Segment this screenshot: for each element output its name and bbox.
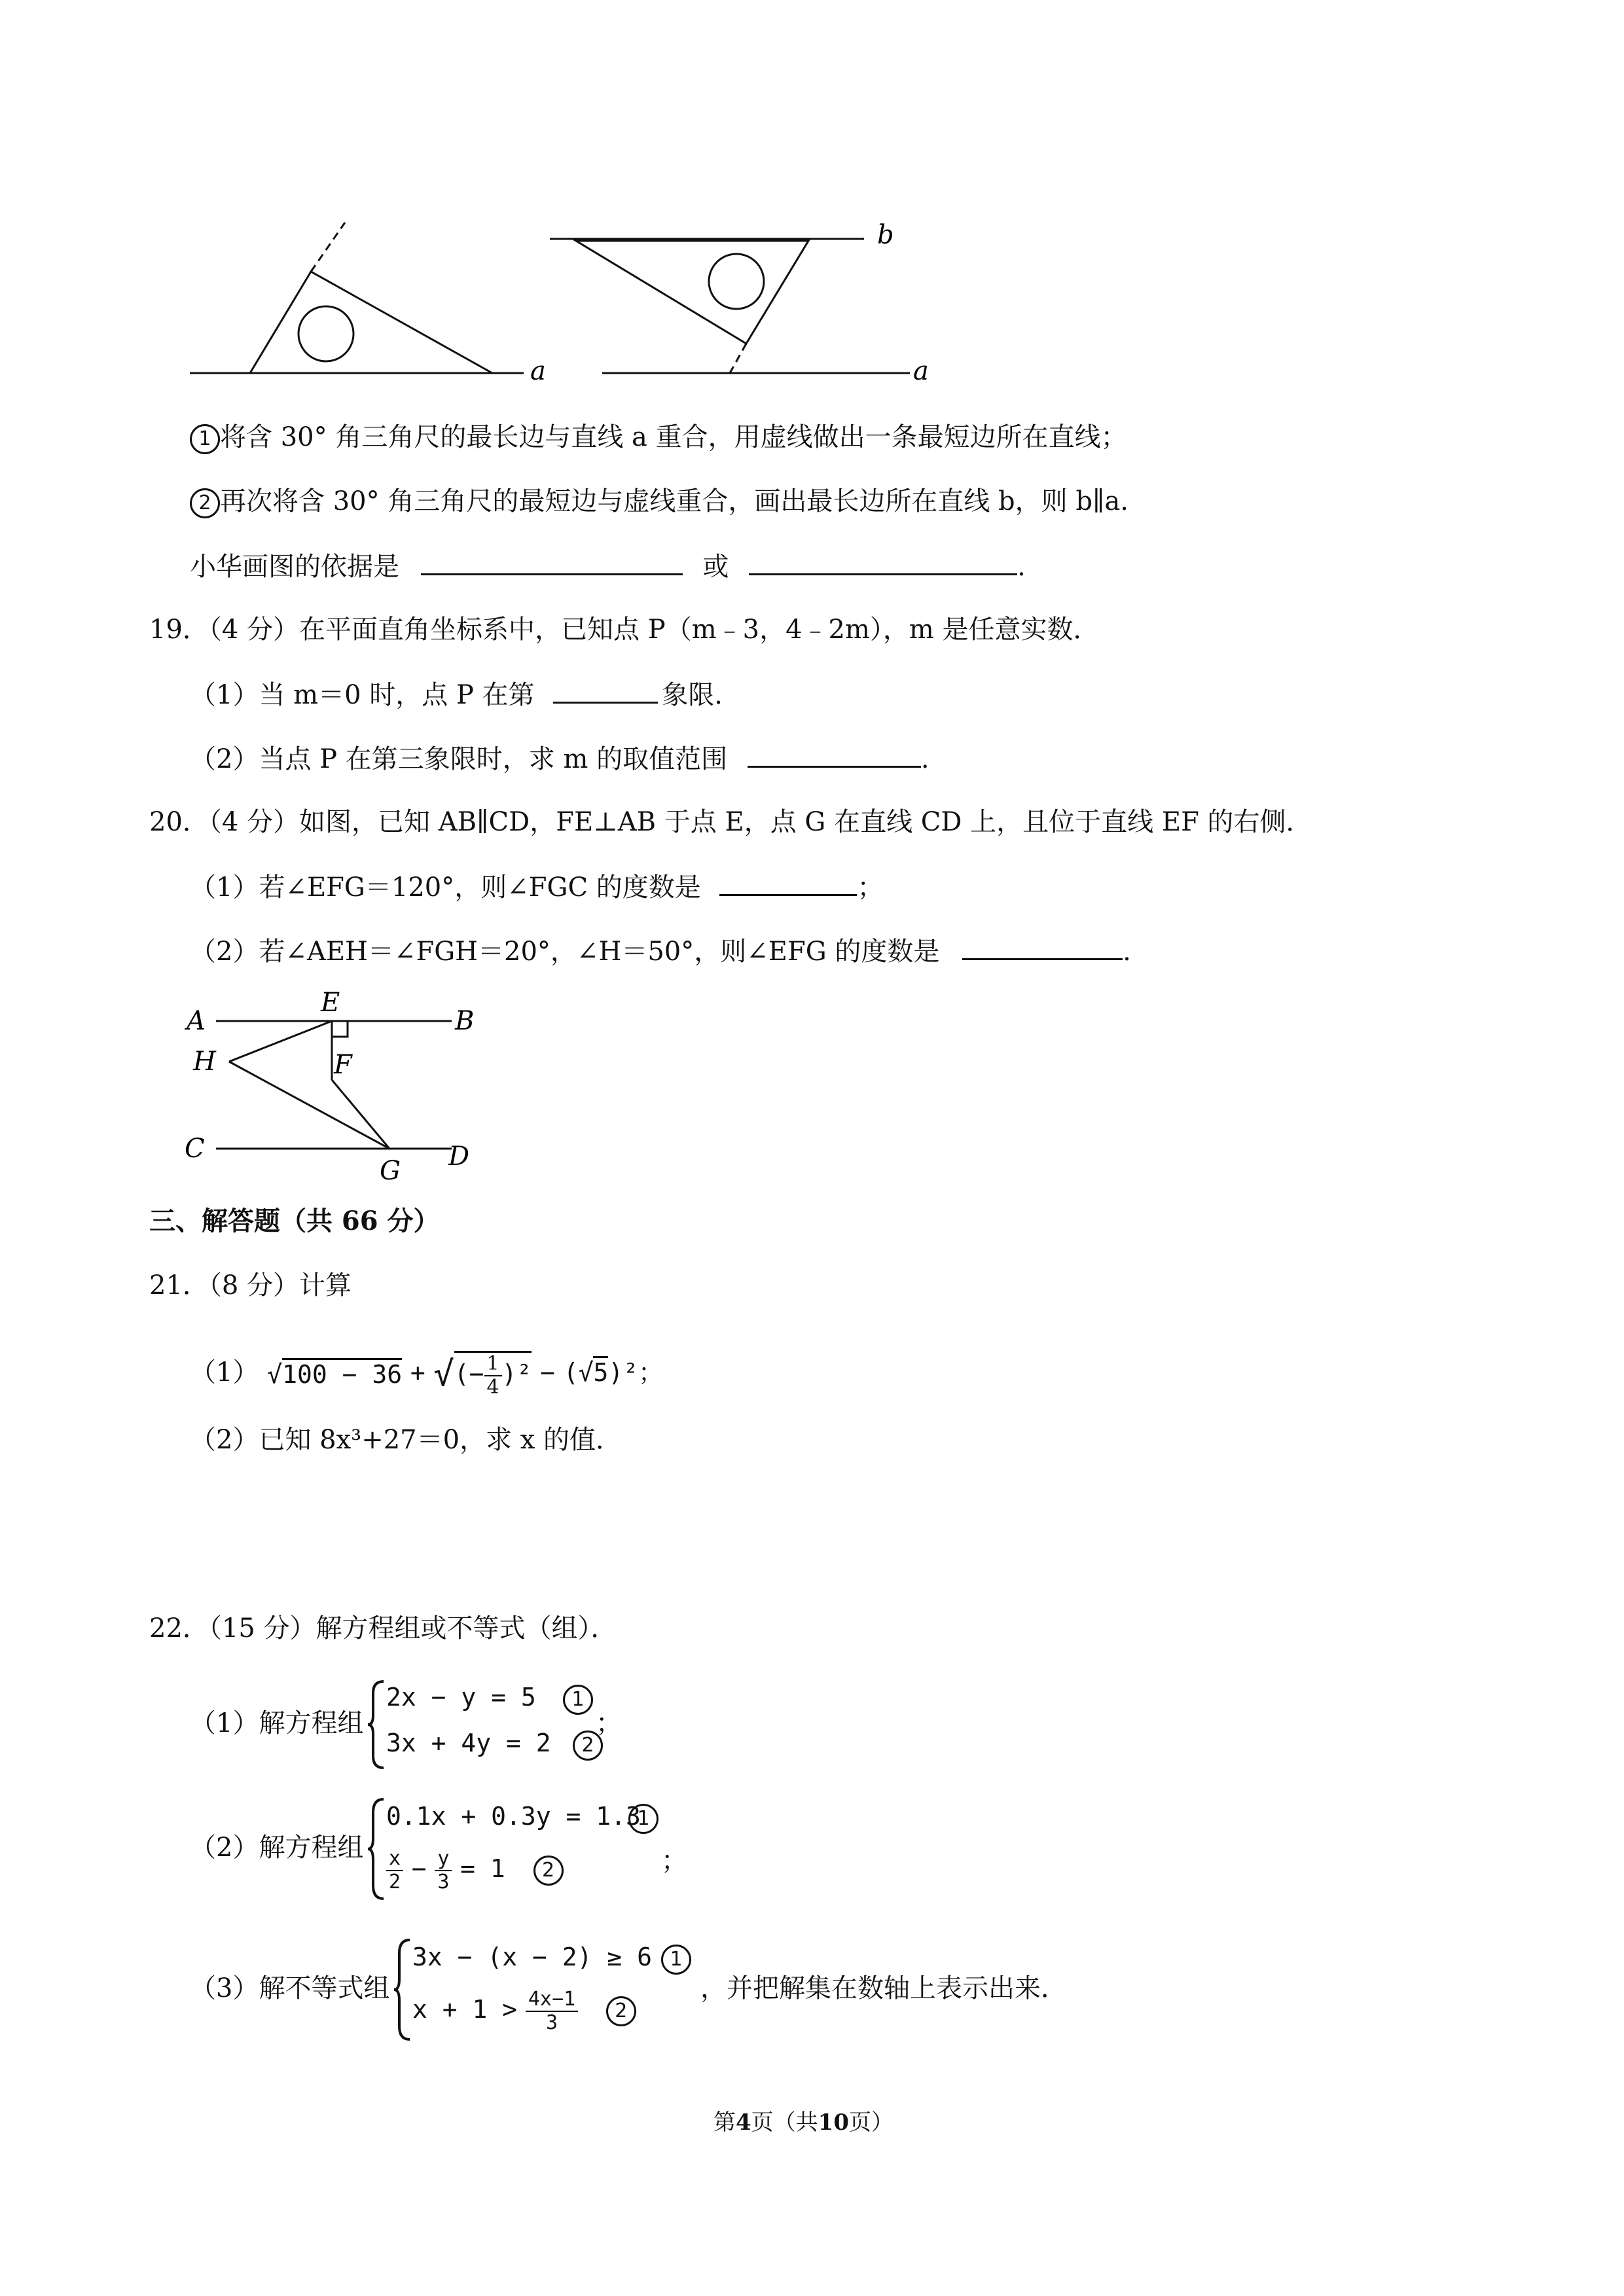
segment-fg xyxy=(332,1080,389,1149)
section-3-heading: 三、解答题（共 66 分） xyxy=(149,1206,440,1236)
frac-4x-den: 3 xyxy=(545,2011,558,2034)
sqrt-radicand-1: 100 − 36 xyxy=(282,1358,402,1389)
q18-basis-end: . xyxy=(1017,552,1026,582)
triangle-hole-right xyxy=(709,254,764,309)
frac-y-den: 3 xyxy=(437,1871,450,1893)
sqrt-expression-1: √100 − 36 xyxy=(267,1358,402,1389)
q22-part1-label: （1）解方程组 xyxy=(190,1708,364,1738)
fraction-1-4 xyxy=(484,1353,502,1399)
ineq-number-2: 2 xyxy=(606,1996,636,2026)
q19-part2-post: . xyxy=(920,744,929,774)
q18-basis-or: 或 xyxy=(702,552,729,582)
q19-title: 19．（4 分）在平面直角坐标系中，已知点 P（m﹣3，4﹣2m），m 是任意实数． xyxy=(149,615,1100,645)
label-G: G xyxy=(380,1156,401,1186)
q20-part2-post: . xyxy=(1123,937,1131,967)
q19-part2 xyxy=(190,740,929,778)
q20-part2 xyxy=(190,932,1131,970)
frac-denominator: 4 xyxy=(486,1375,499,1399)
inner-close: )² xyxy=(501,1359,532,1388)
ineq-line1: 3x − (x − 2) ≥ 6 xyxy=(412,1943,653,1971)
brace-2 xyxy=(367,1797,386,1901)
sqrt5-radicand: 5 xyxy=(593,1356,608,1387)
right-angle-mark xyxy=(332,1021,348,1037)
label-b: b xyxy=(877,220,894,250)
eq2-rhs: = 1 xyxy=(460,1854,505,1883)
triangle-hole-left xyxy=(298,306,353,361)
label-F: F xyxy=(334,1050,352,1080)
answer-blank-q18-2[interactable] xyxy=(749,547,1017,575)
sqrt-expression-2: √ xyxy=(433,1355,454,1394)
q20-part1-pre: （1）若∠EFG＝120°，则∠FGC 的度数是 xyxy=(190,872,701,903)
frac-y-num: y xyxy=(435,1848,452,1871)
dashed-extension-left xyxy=(311,223,345,272)
answer-blank-q19-2[interactable] xyxy=(748,740,921,768)
triangle-left xyxy=(250,272,492,373)
q18-step1-text: 将含 30° 角三角尺的最长边与直线 a 重合，用虚线做出一条最短边所在直线； xyxy=(220,422,1127,452)
figure-q18-triangles xyxy=(183,209,956,399)
frac-4x-num: 4x−1 xyxy=(526,1988,578,2012)
frac-numerator: 1 xyxy=(484,1353,502,1376)
brace-3 xyxy=(393,1937,412,2042)
frac-y-3 xyxy=(435,1848,452,1893)
eq-number-2b: 2 xyxy=(533,1856,564,1886)
footer-page-number: 4 xyxy=(736,2109,751,2136)
label-a-left: a xyxy=(530,356,546,386)
ineq2-lhs: x + 1 > xyxy=(412,1995,518,2024)
answer-blank-q20-2[interactable] xyxy=(962,932,1123,960)
eq-number-1b: 1 xyxy=(628,1804,659,1834)
label-C: C xyxy=(185,1134,205,1164)
label-E: E xyxy=(321,988,340,1018)
q18-step2 xyxy=(190,483,1128,520)
plus-sign: + xyxy=(410,1358,425,1387)
q22-part2-end: ； xyxy=(661,1846,687,1876)
q22-part3-end: ，并把解集在数轴上表示出来． xyxy=(700,1973,1067,2003)
q21-part1-label: （1） xyxy=(190,1357,259,1388)
page-footer xyxy=(713,2104,893,2141)
q22-part3-label: （3）解不等式组 xyxy=(190,1973,390,2003)
label-H: H xyxy=(193,1047,216,1077)
q20-title: 20．（4 分）如图，已知 AB∥CD，FE⊥AB 于点 E，点 G 在直线 CD 上，且位于直线 EF 的右侧． xyxy=(149,807,1312,837)
label-B: B xyxy=(455,1006,475,1036)
eq-number-2: 2 xyxy=(573,1731,603,1761)
q19-part1-pre: （1）当 m＝0 时，点 P 在第 xyxy=(190,680,535,710)
answer-blank-q20-1[interactable] xyxy=(719,868,857,896)
frac-x-2 xyxy=(386,1848,403,1893)
frac-x-num: x xyxy=(386,1848,403,1871)
q22-part1-end: ； xyxy=(596,1708,622,1738)
footer-post: 页） xyxy=(849,2109,893,2136)
footer-mid: 页（共 xyxy=(751,2109,818,2136)
segment-hg xyxy=(229,1062,389,1149)
equation-system-1 xyxy=(367,1679,628,1770)
equation-system-2 xyxy=(367,1797,694,1901)
frac-4x-1-3 xyxy=(526,1988,578,2034)
q22-part2-label: （2）解方程组 xyxy=(190,1833,364,1863)
q18-basis-prefix: 小华画图的依据是 xyxy=(190,552,399,582)
label-a-right: a xyxy=(913,356,929,386)
q20-part1 xyxy=(190,868,883,906)
footer-total-pages: 10 xyxy=(818,2109,849,2136)
eq1-line2: 3x + 4y = 2 xyxy=(386,1729,551,1757)
q21-part1-tail: ²； xyxy=(623,1358,664,1387)
answer-blank-q18-1[interactable] xyxy=(421,547,683,575)
eq1-line1: 2x − y = 5 xyxy=(386,1683,536,1712)
q20-part1-post: ； xyxy=(857,872,884,903)
segment-eh xyxy=(229,1021,332,1062)
q21-part2: （2）已知 8x³+27＝0，求 x 的值． xyxy=(190,1425,623,1455)
circled-number-2: 2 xyxy=(190,488,220,518)
answer-blank-q19-1[interactable] xyxy=(553,675,658,704)
ineq-line2 xyxy=(412,1988,636,2034)
triangle-right xyxy=(576,241,808,344)
q20-part2-pre: （2）若∠AEH＝∠FGH＝20°，∠H＝50°，则∠EFG 的度数是 xyxy=(190,937,940,967)
q19-part1 xyxy=(190,675,740,713)
brace-1 xyxy=(367,1679,386,1770)
label-D: D xyxy=(448,1141,470,1172)
minus-sign: − xyxy=(540,1358,555,1387)
sqrt-radicand-2 xyxy=(454,1351,532,1399)
figure-q20-geometry xyxy=(177,982,491,1198)
frac-x-den: 2 xyxy=(389,1871,401,1893)
eq2-line1: 0.1x + 0.3y = 1.3 xyxy=(386,1802,641,1831)
inequality-system xyxy=(393,1937,687,2042)
label-A: A xyxy=(187,1006,206,1036)
q18-basis xyxy=(190,547,1026,585)
sqrt5-expression: (√5) xyxy=(564,1356,624,1387)
q21-part1 xyxy=(190,1343,663,1402)
q19-part2-pre: （2）当点 P 在第三象限时，求 m 的取值范围 xyxy=(190,744,728,774)
dashed-extension-right xyxy=(730,344,746,373)
footer-pre: 第 xyxy=(713,2109,736,2136)
minus-sign-2: − xyxy=(411,1854,427,1883)
eq2-line2 xyxy=(386,1848,564,1893)
inner-open: (− xyxy=(454,1359,484,1388)
q21-title: 21．（8 分）计算 xyxy=(149,1270,352,1300)
q19-part1-post: 象限． xyxy=(662,680,741,710)
circled-number-1: 1 xyxy=(190,424,220,454)
q18-step1 xyxy=(190,419,1127,456)
eq-number-1: 1 xyxy=(563,1685,593,1715)
q18-step2-text: 再次将含 30° 角三角尺的最短边与虚线重合，画出最长边所在直线 b，则 b∥a. xyxy=(220,486,1129,516)
q22-title: 22．（15 分）解方程组或不等式（组）． xyxy=(149,1613,617,1643)
ineq-number-1: 1 xyxy=(661,1945,691,1975)
